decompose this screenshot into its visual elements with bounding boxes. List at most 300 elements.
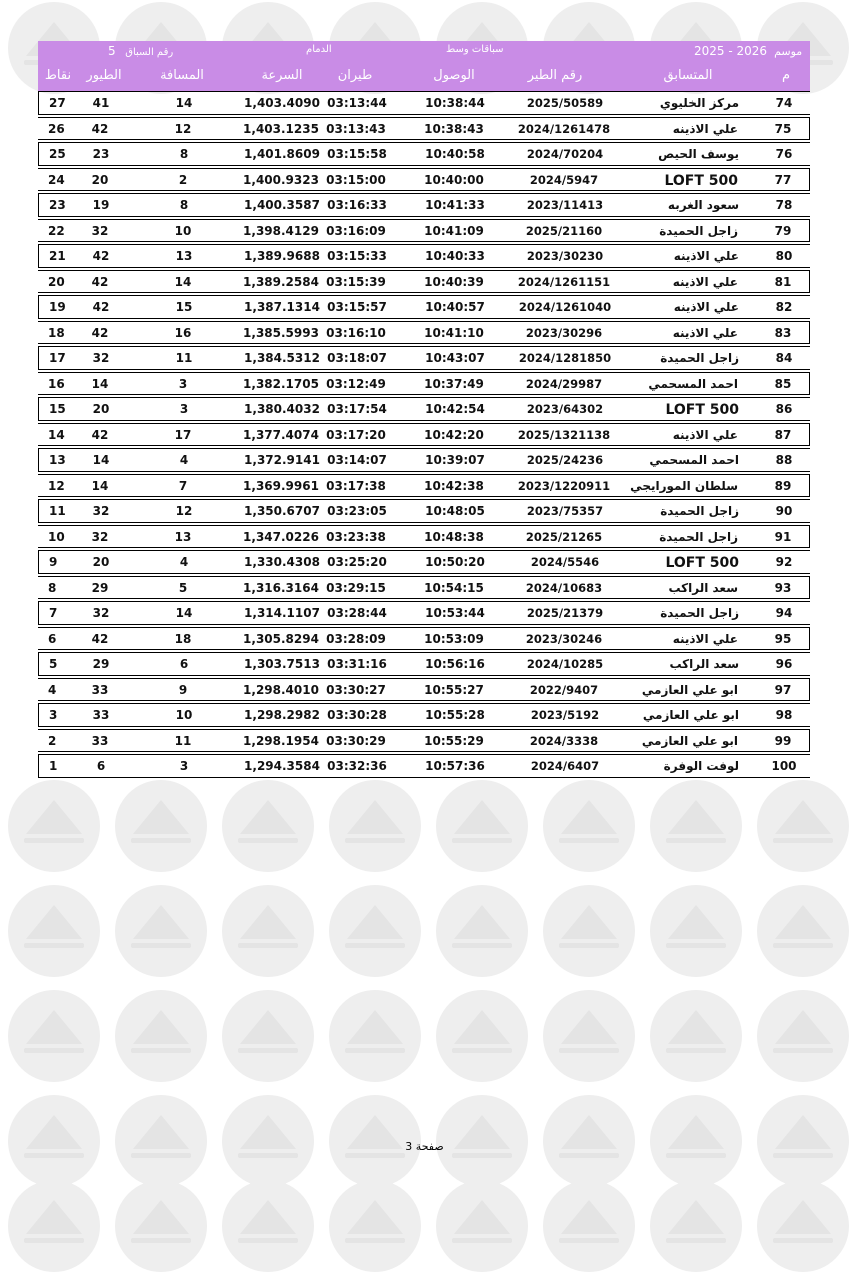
cell-pos: 99 bbox=[774, 733, 792, 748]
cell-distance: 16 bbox=[174, 325, 192, 340]
cell-ring: 2025/21265 bbox=[525, 529, 603, 544]
cell-pos: 98 bbox=[775, 708, 793, 722]
watermark-logo bbox=[222, 780, 314, 872]
cell-ring: 2024/1261040 bbox=[518, 300, 612, 314]
cell-birds: 41 bbox=[92, 96, 110, 110]
cell-name: سعد الراكب bbox=[669, 657, 739, 671]
cell-pos: 86 bbox=[775, 402, 793, 416]
cell-name: زاجل الحميدة bbox=[660, 351, 739, 365]
cell-ring: 2023/30246 bbox=[525, 631, 603, 646]
table-row bbox=[38, 117, 810, 141]
cell-distance: 7 bbox=[178, 478, 188, 493]
col-points: نقاط bbox=[44, 68, 72, 83]
cell-points: 21 bbox=[49, 249, 66, 263]
col-pos: م bbox=[781, 68, 791, 83]
cell-pos: 77 bbox=[774, 172, 792, 187]
cell-birds: 33 bbox=[91, 733, 109, 748]
cell-name: لوفت الوفرة bbox=[663, 759, 739, 773]
cell-distance: 10 bbox=[175, 708, 193, 722]
col-ring: رقم الطير bbox=[527, 68, 583, 83]
watermark-logo bbox=[115, 1180, 207, 1272]
cell-speed: 1,398.4129 bbox=[243, 223, 319, 238]
cell-ring: 2024/5546 bbox=[530, 555, 600, 569]
cell-ring: 2023/64302 bbox=[526, 402, 604, 416]
cell-flight: 03:15:57 bbox=[327, 300, 387, 314]
cell-flight: 03:13:43 bbox=[326, 121, 386, 136]
watermark-logo bbox=[329, 990, 421, 1082]
cell-distance: 17 bbox=[174, 427, 192, 442]
cell-distance: 13 bbox=[174, 529, 192, 544]
table-row bbox=[38, 525, 810, 549]
cell-pos: 81 bbox=[774, 274, 792, 289]
cell-flight: 03:14:07 bbox=[327, 453, 387, 467]
cell-arrival: 10:55:29 bbox=[424, 733, 484, 748]
cell-points: 1 bbox=[49, 759, 58, 773]
cell-name: احمد المسحمي bbox=[648, 376, 738, 391]
watermark-logo bbox=[757, 1180, 849, 1272]
cell-birds: 20 bbox=[92, 402, 110, 416]
cell-name: مركز الخليوي bbox=[659, 96, 739, 110]
cell-distance: 8 bbox=[179, 198, 189, 212]
cell-points: 2 bbox=[48, 733, 57, 748]
cell-name: LOFT 500 bbox=[664, 172, 738, 189]
cell-speed: 1,377.4074 bbox=[243, 427, 319, 442]
cell-pos: 89 bbox=[774, 478, 792, 493]
cell-speed: 1,401.8609 bbox=[244, 147, 320, 161]
cell-flight: 03:30:27 bbox=[326, 682, 386, 697]
table-row bbox=[38, 91, 810, 115]
cell-pos: 75 bbox=[774, 121, 792, 136]
cell-points: 17 bbox=[49, 351, 66, 365]
table-body bbox=[38, 91, 810, 778]
cell-flight: 03:25:20 bbox=[327, 555, 387, 569]
watermark-logo bbox=[543, 780, 635, 872]
cell-birds: 42 bbox=[91, 631, 109, 646]
cell-name: يوسف الحيص bbox=[658, 147, 739, 161]
cell-birds: 20 bbox=[92, 555, 110, 569]
cell-pos: 82 bbox=[775, 300, 793, 314]
cell-arrival: 10:41:33 bbox=[425, 198, 485, 212]
table-row bbox=[38, 729, 810, 753]
cell-arrival: 10:48:05 bbox=[425, 504, 485, 518]
cell-name: زاجل الحميدة bbox=[659, 529, 738, 544]
cell-arrival: 10:41:10 bbox=[424, 325, 484, 340]
table-row bbox=[38, 168, 810, 192]
cell-arrival: 10:48:38 bbox=[424, 529, 484, 544]
cell-arrival: 10:37:49 bbox=[424, 376, 484, 391]
watermark-logo bbox=[8, 780, 100, 872]
cell-name: سعد الراكب bbox=[668, 580, 738, 595]
cell-flight: 03:15:00 bbox=[326, 172, 386, 187]
cell-flight: 03:28:09 bbox=[326, 631, 386, 646]
col-birds: الطيور bbox=[86, 68, 122, 83]
table-row bbox=[38, 397, 810, 421]
cell-flight: 03:29:15 bbox=[326, 580, 386, 595]
cell-arrival: 10:42:38 bbox=[424, 478, 484, 493]
table-row bbox=[38, 703, 810, 727]
cell-birds: 33 bbox=[91, 682, 109, 697]
table-row bbox=[38, 550, 810, 574]
cell-birds: 32 bbox=[92, 606, 110, 620]
watermark-logo bbox=[8, 1180, 100, 1272]
watermark-logo bbox=[115, 990, 207, 1082]
cell-name: علي الاذينه bbox=[673, 249, 739, 263]
column-headers bbox=[38, 63, 810, 89]
cell-name: زاجل الحميدة bbox=[660, 606, 739, 620]
watermark-logo bbox=[543, 990, 635, 1082]
watermark-logo bbox=[650, 990, 742, 1082]
cell-birds: 42 bbox=[91, 121, 109, 136]
table-row bbox=[38, 754, 810, 778]
cell-pos: 96 bbox=[775, 657, 793, 671]
cell-points: 4 bbox=[48, 682, 57, 697]
cell-points: 27 bbox=[49, 96, 66, 110]
cell-name: LOFT 500 bbox=[665, 402, 739, 418]
watermark-logo bbox=[757, 990, 849, 1082]
cell-name: علي الاذينه bbox=[673, 300, 739, 314]
cell-flight: 03:23:05 bbox=[327, 504, 387, 518]
table-row bbox=[38, 652, 810, 676]
cell-distance: 18 bbox=[174, 631, 192, 646]
cell-ring: 2024/6407 bbox=[530, 759, 600, 773]
cell-speed: 1,316.3164 bbox=[243, 580, 319, 595]
watermark-logo bbox=[436, 990, 528, 1082]
cell-distance: 14 bbox=[174, 274, 192, 289]
cell-ring: 2025/21379 bbox=[526, 606, 604, 620]
results-table bbox=[38, 41, 810, 780]
cell-speed: 1,350.6707 bbox=[244, 504, 320, 518]
table-row bbox=[38, 321, 810, 345]
cell-birds: 42 bbox=[91, 274, 109, 289]
cell-flight: 03:12:49 bbox=[326, 376, 386, 391]
cell-speed: 1,298.1954 bbox=[243, 733, 319, 748]
cell-distance: 12 bbox=[175, 504, 193, 518]
cell-arrival: 10:42:20 bbox=[424, 427, 484, 442]
table-row bbox=[38, 678, 810, 702]
cell-distance: 13 bbox=[175, 249, 193, 263]
cell-points: 24 bbox=[48, 172, 65, 187]
cell-birds: 32 bbox=[91, 223, 109, 238]
cell-speed: 1,387.1314 bbox=[244, 300, 320, 314]
cell-arrival: 10:40:33 bbox=[425, 249, 485, 263]
cell-ring: 2023/11413 bbox=[526, 198, 604, 212]
watermark-logo bbox=[329, 1180, 421, 1272]
cell-speed: 1,382.1705 bbox=[243, 376, 319, 391]
page-number: صفحة 3 bbox=[405, 1140, 444, 1153]
cell-ring: 2024/70204 bbox=[526, 147, 604, 161]
table-row bbox=[38, 346, 810, 370]
cell-birds: 32 bbox=[91, 529, 109, 544]
cell-name: علي الاذينه bbox=[672, 325, 738, 340]
cell-birds: 29 bbox=[91, 580, 109, 595]
watermark-logo bbox=[115, 780, 207, 872]
race-category-label: سباقات وسط bbox=[446, 44, 504, 55]
cell-flight: 03:15:58 bbox=[327, 147, 387, 161]
cell-speed: 1,298.4010 bbox=[243, 682, 319, 697]
cell-name: احمد المسحمي bbox=[649, 453, 739, 467]
cell-ring: 2025/24236 bbox=[526, 453, 604, 467]
table-row bbox=[38, 423, 810, 447]
cell-arrival: 10:53:44 bbox=[425, 606, 485, 620]
watermark-logo bbox=[650, 885, 742, 977]
cell-speed: 1,369.9961 bbox=[243, 478, 319, 493]
cell-speed: 1,380.4032 bbox=[244, 402, 320, 416]
cell-distance: 2 bbox=[178, 172, 188, 187]
table-row bbox=[38, 576, 810, 600]
watermark-logo bbox=[8, 885, 100, 977]
cell-speed: 1,305.8294 bbox=[243, 631, 319, 646]
cell-flight: 03:28:44 bbox=[327, 606, 387, 620]
cell-arrival: 10:39:07 bbox=[425, 453, 485, 467]
cell-birds: 20 bbox=[91, 172, 109, 187]
cell-name: ابو علي العازمي bbox=[641, 682, 738, 697]
cell-points: 10 bbox=[48, 529, 65, 544]
cell-ring: 2024/1261478 bbox=[517, 121, 611, 136]
cell-arrival: 10:43:07 bbox=[425, 351, 485, 365]
cell-distance: 6 bbox=[179, 657, 189, 671]
cell-ring: 2024/10683 bbox=[525, 580, 603, 595]
cell-points: 3 bbox=[49, 708, 58, 722]
cell-birds: 14 bbox=[92, 453, 110, 467]
watermark-logo bbox=[329, 780, 421, 872]
cell-ring: 2024/10285 bbox=[526, 657, 604, 671]
cell-distance: 11 bbox=[174, 733, 192, 748]
cell-ring: 2023/30296 bbox=[525, 325, 603, 340]
cell-points: 8 bbox=[48, 580, 57, 595]
cell-pos: 87 bbox=[774, 427, 792, 442]
cell-ring: 2024/1281850 bbox=[518, 351, 612, 365]
cell-points: 15 bbox=[49, 402, 66, 416]
cell-flight: 03:16:09 bbox=[326, 223, 386, 238]
cell-pos: 97 bbox=[774, 682, 792, 697]
cell-name: سلطان المورايجي bbox=[630, 478, 738, 493]
cell-pos: 100 bbox=[771, 759, 797, 773]
cell-name: LOFT 500 bbox=[665, 555, 739, 571]
cell-speed: 1,403.1235 bbox=[243, 121, 319, 136]
cell-ring: 2025/21160 bbox=[525, 223, 603, 238]
cell-speed: 1,303.7513 bbox=[244, 657, 320, 671]
cell-arrival: 10:40:00 bbox=[424, 172, 484, 187]
cell-distance: 4 bbox=[179, 453, 189, 467]
cell-speed: 1,400.3587 bbox=[244, 198, 320, 212]
table-row bbox=[38, 219, 810, 243]
watermark-logo bbox=[757, 885, 849, 977]
cell-ring: 2023/30230 bbox=[526, 249, 604, 263]
cell-distance: 12 bbox=[174, 121, 192, 136]
cell-distance: 11 bbox=[175, 351, 193, 365]
cell-birds: 33 bbox=[92, 708, 110, 722]
table-header bbox=[38, 41, 810, 91]
cell-speed: 1,384.5312 bbox=[244, 351, 320, 365]
cell-ring: 2023/5192 bbox=[530, 708, 600, 722]
watermark-logo bbox=[329, 885, 421, 977]
cell-flight: 03:16:10 bbox=[326, 325, 386, 340]
cell-speed: 1,347.0226 bbox=[243, 529, 319, 544]
cell-ring: 2024/5947 bbox=[529, 172, 599, 187]
cell-distance: 3 bbox=[178, 376, 188, 391]
cell-points: 11 bbox=[49, 504, 66, 518]
cell-flight: 03:17:54 bbox=[327, 402, 387, 416]
cell-points: 13 bbox=[49, 453, 66, 467]
cell-arrival: 10:40:57 bbox=[425, 300, 485, 314]
cell-flight: 03:15:33 bbox=[327, 249, 387, 263]
cell-pos: 84 bbox=[775, 351, 793, 365]
city-label: الدمام bbox=[306, 44, 332, 55]
table-row bbox=[38, 601, 810, 625]
cell-pos: 90 bbox=[775, 504, 793, 518]
cell-points: 25 bbox=[49, 147, 66, 161]
cell-speed: 1,400.9323 bbox=[243, 172, 319, 187]
table-row bbox=[38, 372, 810, 396]
cell-ring: 2023/75357 bbox=[526, 504, 604, 518]
cell-name: علي الاذينه bbox=[672, 274, 738, 289]
cell-flight: 03:23:38 bbox=[326, 529, 386, 544]
cell-flight: 03:18:07 bbox=[327, 351, 387, 365]
cell-arrival: 10:57:36 bbox=[425, 759, 485, 773]
watermark-logo bbox=[436, 780, 528, 872]
cell-name: ابو علي العازمي bbox=[641, 733, 738, 748]
watermark-logo bbox=[436, 1180, 528, 1272]
cell-name: علي الاذينه bbox=[672, 427, 738, 442]
cell-points: 9 bbox=[49, 555, 58, 569]
cell-ring: 2025/50589 bbox=[526, 96, 604, 110]
cell-ring: 2023/1220911 bbox=[517, 478, 611, 493]
cell-speed: 1,403.4090 bbox=[244, 96, 320, 110]
cell-pos: 95 bbox=[774, 631, 792, 646]
cell-points: 19 bbox=[49, 300, 66, 314]
cell-pos: 83 bbox=[774, 325, 792, 340]
cell-arrival: 10:55:27 bbox=[424, 682, 484, 697]
season-label: موسم 2026 - 2025 bbox=[694, 44, 803, 58]
header-info-row bbox=[38, 41, 810, 59]
cell-distance: 8 bbox=[179, 147, 189, 161]
cell-points: 22 bbox=[48, 223, 65, 238]
cell-ring: 2024/29987 bbox=[525, 376, 603, 391]
col-arrival: الوصول bbox=[433, 68, 475, 83]
watermark-logo bbox=[650, 780, 742, 872]
cell-distance: 14 bbox=[175, 606, 193, 620]
cell-ring: 2024/1261151 bbox=[517, 274, 611, 289]
cell-pos: 80 bbox=[775, 249, 793, 263]
cell-points: 7 bbox=[49, 606, 58, 620]
watermark-logo bbox=[222, 885, 314, 977]
cell-pos: 76 bbox=[775, 147, 793, 161]
cell-flight: 03:17:38 bbox=[326, 478, 386, 493]
cell-distance: 5 bbox=[178, 580, 188, 595]
cell-ring: 2024/3338 bbox=[529, 733, 599, 748]
cell-name: علي الاذينه bbox=[672, 121, 738, 136]
cell-arrival: 10:41:09 bbox=[424, 223, 484, 238]
watermark-logo bbox=[757, 780, 849, 872]
cell-birds: 42 bbox=[91, 427, 109, 442]
col-distance: المسافة bbox=[160, 68, 204, 83]
cell-points: 12 bbox=[48, 478, 65, 493]
cell-points: 6 bbox=[48, 631, 57, 646]
watermark-logo bbox=[436, 885, 528, 977]
cell-birds: 6 bbox=[96, 759, 106, 773]
cell-speed: 1,389.9688 bbox=[244, 249, 320, 263]
cell-pos: 88 bbox=[775, 453, 793, 467]
cell-pos: 78 bbox=[775, 198, 793, 212]
cell-arrival: 10:53:09 bbox=[424, 631, 484, 646]
cell-birds: 32 bbox=[92, 351, 110, 365]
cell-flight: 03:13:44 bbox=[327, 96, 387, 110]
cell-flight: 03:31:16 bbox=[327, 657, 387, 671]
table-row bbox=[38, 499, 810, 523]
cell-arrival: 10:38:43 bbox=[424, 121, 484, 136]
table-row bbox=[38, 295, 810, 319]
watermark-logo bbox=[115, 885, 207, 977]
col-speed: السرعة bbox=[261, 68, 303, 83]
cell-name: علي الاذينه bbox=[672, 631, 738, 646]
cell-flight: 03:30:28 bbox=[327, 708, 387, 722]
cell-name: زاجل الحميدة bbox=[660, 504, 739, 518]
cell-birds: 19 bbox=[92, 198, 110, 212]
cell-distance: 3 bbox=[179, 759, 189, 773]
watermark-logo bbox=[543, 1180, 635, 1272]
cell-name: ابو علي العازمي bbox=[642, 708, 739, 722]
cell-birds: 42 bbox=[92, 249, 110, 263]
cell-speed: 1,372.9141 bbox=[244, 453, 320, 467]
cell-arrival: 10:42:54 bbox=[425, 402, 485, 416]
col-flight: طيران bbox=[337, 68, 373, 83]
table-row bbox=[38, 270, 810, 294]
cell-birds: 42 bbox=[91, 325, 109, 340]
cell-pos: 85 bbox=[774, 376, 792, 391]
cell-arrival: 10:40:39 bbox=[424, 274, 484, 289]
cell-birds: 32 bbox=[92, 504, 110, 518]
table-row bbox=[38, 448, 810, 472]
cell-flight: 03:30:29 bbox=[326, 733, 386, 748]
cell-speed: 1,330.4308 bbox=[244, 555, 320, 569]
cell-arrival: 10:55:28 bbox=[425, 708, 485, 722]
cell-points: 18 bbox=[48, 325, 65, 340]
cell-distance: 9 bbox=[178, 682, 188, 697]
cell-pos: 93 bbox=[774, 580, 792, 595]
watermark-logo bbox=[222, 990, 314, 1082]
cell-birds: 23 bbox=[92, 147, 110, 161]
cell-flight: 03:15:39 bbox=[326, 274, 386, 289]
cell-distance: 10 bbox=[174, 223, 192, 238]
race-number-label: رقم السباق 5 bbox=[108, 44, 174, 58]
cell-arrival: 10:50:20 bbox=[425, 555, 485, 569]
cell-arrival: 10:38:44 bbox=[425, 96, 485, 110]
col-name: المتسابق bbox=[663, 68, 713, 83]
cell-birds: 29 bbox=[92, 657, 110, 671]
cell-speed: 1,314.1107 bbox=[244, 606, 320, 620]
cell-birds: 14 bbox=[91, 376, 109, 391]
cell-ring: 2022/9407 bbox=[529, 682, 599, 697]
table-row bbox=[38, 142, 810, 166]
cell-speed: 1,385.5993 bbox=[243, 325, 319, 340]
cell-points: 14 bbox=[48, 427, 65, 442]
cell-pos: 79 bbox=[774, 223, 792, 238]
cell-birds: 14 bbox=[91, 478, 109, 493]
cell-arrival: 10:54:15 bbox=[424, 580, 484, 595]
cell-points: 23 bbox=[49, 198, 66, 212]
cell-points: 16 bbox=[48, 376, 65, 391]
cell-name: سعود الغربه bbox=[667, 198, 739, 212]
watermark-logo bbox=[8, 990, 100, 1082]
cell-pos: 94 bbox=[775, 606, 793, 620]
cell-points: 20 bbox=[48, 274, 65, 289]
cell-flight: 03:16:33 bbox=[327, 198, 387, 212]
cell-pos: 74 bbox=[775, 96, 793, 110]
table-row bbox=[38, 193, 810, 217]
cell-points: 5 bbox=[49, 657, 58, 671]
table-row bbox=[38, 627, 810, 651]
cell-speed: 1,294.3584 bbox=[244, 759, 320, 773]
